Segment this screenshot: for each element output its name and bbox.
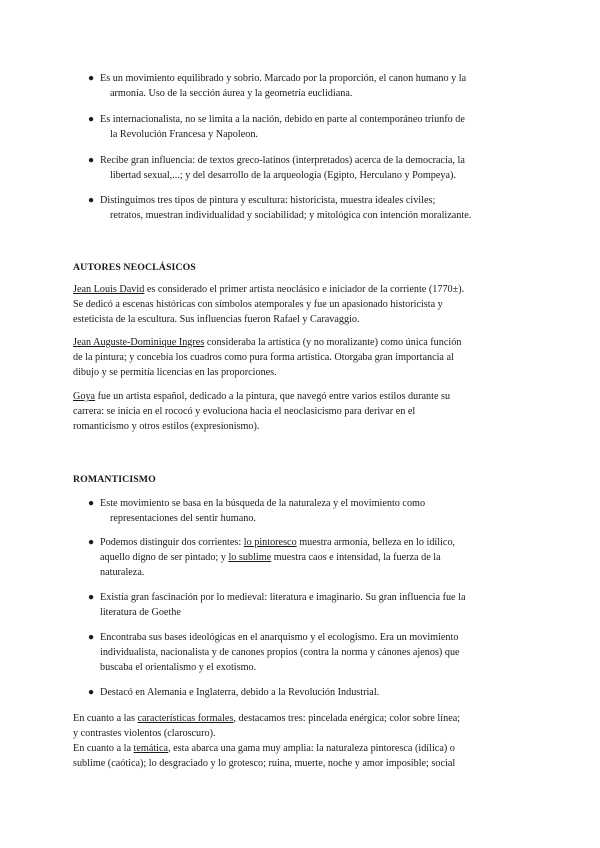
paragraph-text: consideraba la artística (y no moralizante) como única función (204, 337, 462, 348)
list-item (88, 685, 528, 700)
artist-name: Jean Louis David (73, 284, 145, 295)
bullet-icon: ● (88, 195, 95, 206)
list-item-line: Este movimiento se basa en la búsqueda de la naturaleza y el movimiento como (100, 498, 426, 509)
list-item-line: Existía gran fascinación por lo medieval: literatura e imaginario. Su gran influencia fue la (100, 592, 466, 603)
term-pintoresco: lo pintoresco (243, 537, 297, 548)
paragraph-text: dibujo y se permitía licencias en las proporciones. (73, 367, 277, 378)
list-item (88, 112, 528, 142)
paragraph-ingres (73, 335, 527, 380)
list-item-text: aquello digno de ser pintado; y (100, 552, 229, 563)
paragraph-text: de la pintura; y concebía los cuadros como pura forma artística. Otorgaba gran importancia al (73, 352, 454, 363)
paragraph-caracteristicas (73, 711, 527, 741)
paragraph-text: En cuanto a la (73, 743, 134, 754)
paragraph-text: Se dedicó a escenas históricas con símbolos atemporales y fue un apasionado historicista y (73, 299, 443, 310)
term-caracteristicas: características formales (137, 713, 234, 724)
list-item (88, 71, 528, 101)
bullet-icon: ● (88, 114, 95, 125)
list-item-line: literatura de Goethe (100, 607, 181, 618)
paragraph-text: , esta abarca una gama muy amplia: la naturaleza pintoresca (idílica) o (168, 743, 455, 754)
paragraph-tematica (73, 741, 527, 771)
term-tematica: temática (133, 743, 169, 754)
list-item-text: naturaleza. (100, 567, 145, 578)
list-item-line: individualista, nacionalista y de canones propios (contra la norma y cánones ajenos) que (100, 647, 460, 658)
artist-name: Goya (73, 391, 96, 402)
list-item (88, 535, 528, 580)
bullet-icon: ● (88, 592, 95, 603)
list-item-line: representaciones del sentir humano. (110, 513, 256, 524)
section-heading: ROMANTICISMO (73, 474, 156, 485)
list-item-line: la Revolución Francesa y Napoleon. (110, 129, 258, 140)
list-item-line: Encontraba sus bases ideológicas en el anarquismo y el ecologismo. Era un movimiento (100, 632, 459, 643)
list-item-line: armonía. Uso de la sección áurea y la geometría euclidiana. (110, 88, 353, 99)
term-sublime: lo sublime (228, 552, 272, 563)
bullet-icon: ● (88, 498, 95, 509)
bullet-icon: ● (88, 537, 95, 548)
list-item-line: buscaba el orientalismo y el exotismo. (100, 662, 257, 673)
list-item (88, 496, 528, 526)
list-item-text: muestra armonía, belleza en lo idílico, (296, 537, 456, 548)
list-item (88, 590, 528, 620)
paragraph-text: fue un artista español, dedicado a la pintura, que navegó entre varios estilos durante su (95, 391, 451, 402)
paragraph-text: es considerado el primer artista neoclásico e iniciador de la corriente (1770±). (144, 284, 465, 295)
list-item-text: Podemos distinguir dos corrientes: (100, 537, 244, 548)
paragraph-text: carrera: se inicia en el rococó y evoluciona hacia el neoclasicismo para derivar en el (73, 406, 416, 417)
list-item-line: Es un movimiento equilibrado y sobrio. Marcado por la proporción, el canon humano y la (100, 73, 467, 84)
bullet-icon: ● (88, 687, 95, 698)
paragraph-goya (73, 389, 527, 434)
paragraph-text: , destacamos tres: pincelada enérgica; color sobre línea; (233, 713, 461, 724)
list-item-line: libertad sexual,...; y del desarrollo de la arqueología (Egipto, Herculano y Pompeya). (110, 170, 456, 181)
list-item-line: retratos, muestran individualidad y sociabilidad; y mitológica con intención moralizante. (110, 210, 472, 221)
paragraph-text: sublime (caótica); lo desgraciado y lo grotesco; ruina, muerte, noche y amor imposible; social (73, 758, 456, 769)
bullet-icon: ● (88, 632, 95, 643)
list-item-line: Destacó en Alemania e Inglaterra, debido a la Revolución Industrial. (100, 687, 380, 698)
paragraph-david (73, 282, 527, 327)
paragraph-text: y contrastes violentos (claroscuro). (73, 728, 216, 739)
paragraph-text: esteticista de la escultura. Sus influencias fueron Rafael y Caravaggio. (73, 314, 360, 325)
list-item-line: Es internacionalista, no se limita a la nación, debido en parte al contemporáneo triunfo de (100, 114, 465, 125)
paragraph-text: romanticismo y otros estilos (expresionismo). (73, 421, 260, 432)
artist-name: Jean Auguste-Dominique Ingres (73, 337, 205, 348)
paragraph-text: En cuanto a las (73, 713, 138, 724)
list-item (88, 193, 528, 223)
list-item-line: Recibe gran influencia: de textos greco-latinos (interpretados) acerca de la democracia, la (100, 155, 465, 166)
list-item-line: Distinguimos tres tipos de pintura y escultura: historicista, muestra ideales civiles; (100, 195, 436, 206)
bullet-icon: ● (88, 73, 95, 84)
list-item (88, 153, 528, 183)
list-item-text: muestra caos e intensidad, la fuerza de la (271, 552, 441, 563)
section-heading: AUTORES NEOCLÁSICOS (73, 262, 196, 273)
list-item (88, 630, 528, 675)
bullet-icon: ● (88, 155, 95, 166)
